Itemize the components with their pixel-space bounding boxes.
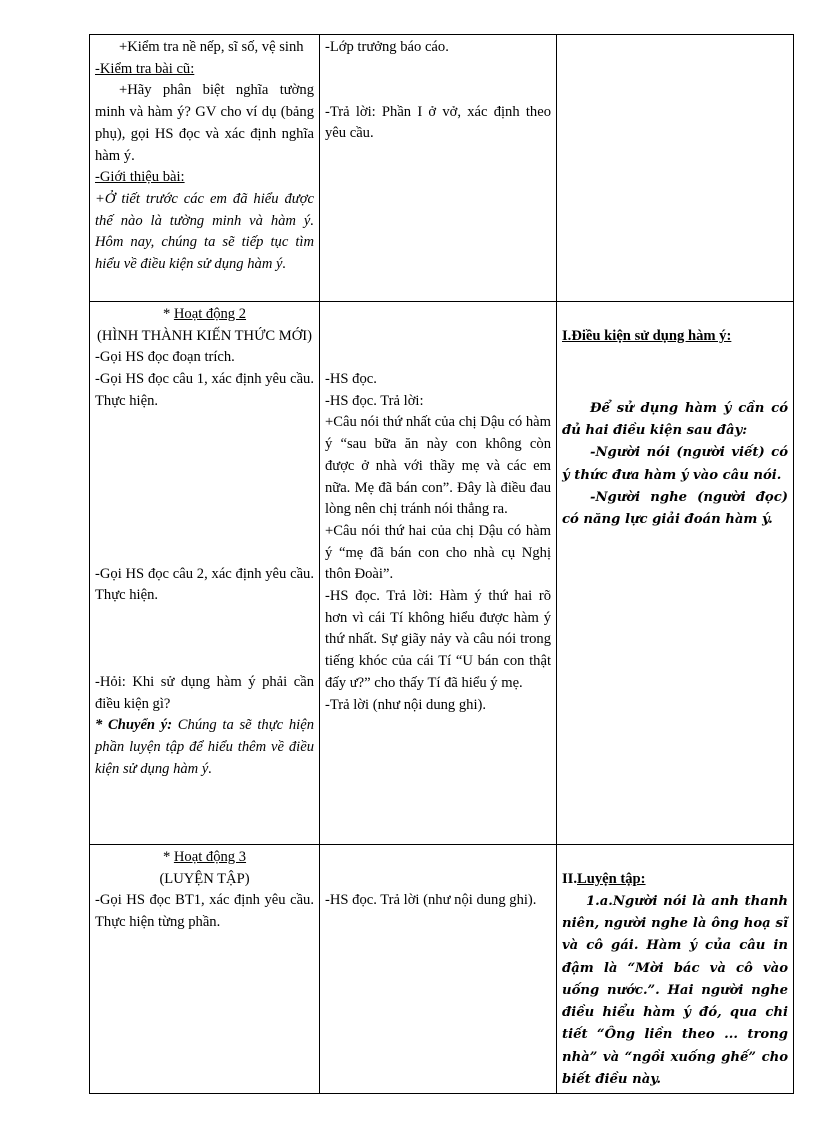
teacher-activity-cell — [90, 845, 320, 1094]
section-heading: II.Luyện tập: — [562, 871, 646, 887]
table-row — [90, 35, 794, 302]
student-activity-cell — [320, 35, 557, 302]
table-row — [90, 845, 794, 1094]
report-text: -Lớp trưởng báo cáo. — [325, 39, 449, 55]
content-cell — [557, 35, 794, 302]
answer-text: -HS đọc. — [325, 371, 377, 387]
transition-text: * Chuyển ý: Chúng ta sẽ thực hiện phần luyện tập để hiểu thêm về điều kiện sử dụng hàm ý. — [95, 717, 314, 777]
content-cell — [557, 302, 794, 845]
answer-text: -HS đọc. Trả lời (như nội dung ghi). — [325, 892, 537, 908]
answer-text: +Câu nói thứ nhất của chị Dậu có hàm ý “sau bữa ăn này con không còn được ở nhà với thầy mẹ và các em nữa. Mẹ đã bán con”. Đây là điều đau lòng nên chị tránh nói thẳng ra. — [325, 414, 551, 518]
table-row — [90, 302, 794, 845]
intro-text: +Ở tiết trước các em đã hiểu được thế nào là tường minh và hàm ý. Hôm nay, chúng ta sẽ tiếp tục tìm hiểu về điều kiện sử dụng hàm ý. — [95, 190, 314, 273]
task-text: -Gọi HS đọc đoạn trích. — [95, 349, 235, 366]
condition-intro: Để sử dụng hàm ý cần có đủ hai điều kiện sau đây: — [562, 400, 788, 438]
intro-heading: -Giới thiệu bài: — [95, 169, 185, 186]
condition-item: -Người nghe (người đọc) có năng lực giải đoán hàm ý. — [562, 489, 788, 528]
activity-title: * Hoạt động 3 — [162, 849, 247, 865]
activity-subtitle: (HÌNH THÀNH KIẾN THỨC MỚI) — [96, 327, 313, 344]
activity-2-label: Hoạt động 2 — [173, 306, 247, 322]
old-lesson-task: +Hãy phân biệt nghĩa tường minh và hàm ý? GV cho ví dụ (bảng phụ), gọi HS đọc và xác định nghĩa hàm ý. — [95, 82, 314, 164]
section-heading: I.Điều kiện sử dụng hàm ý: — [562, 328, 732, 344]
student-activity-cell — [320, 302, 557, 845]
check-attendance-text: +Kiểm tra nề nếp, sĩ số, vệ sinh — [119, 39, 304, 55]
teacher-activity-cell — [90, 302, 320, 845]
activity-title: * Hoạt động 2 — [162, 306, 247, 322]
answer-text: +Câu nói thứ hai của chị Dậu có hàm ý “mẹ đã bán con cho nhà cụ Nghị thôn Đoài”. — [325, 522, 551, 583]
task-text: -Hỏi: Khi sử dụng hàm ý phải cần điều kiện gì? — [95, 673, 314, 712]
answer-text: -Trả lời: Phần I ở vở, xác định theo yêu cầu. — [325, 103, 551, 142]
practice-heading: Luyện tập: — [577, 871, 646, 887]
student-activity-cell — [320, 845, 557, 1094]
content-cell — [557, 845, 794, 1094]
practice-item: 1.a.Người nói là anh thanh niên, người nghe là ông hoạ sĩ và cô gái. Hàm ý của câu in đậm là “Mời bác và cô vào uống nước.”. Hai người nghe điều hiểu hàm ý đó, qua chi tiết “Ông liền theo ... trong nhà” và “ngồi xuống ghế” cho biết điều này. — [562, 893, 788, 1088]
task-text: -Gọi HS đọc câu 2, xác định yêu cầu. Thực hiện. — [95, 565, 314, 604]
activity-3-label: Hoạt động 3 — [173, 849, 247, 865]
teacher-activity-cell — [90, 35, 320, 302]
answer-text: -HS đọc. Trả lời: — [325, 392, 424, 409]
lesson-plan-table — [89, 34, 794, 1094]
old-lesson-heading: -Kiểm tra bài cũ: — [95, 60, 195, 77]
answer-text: -HS đọc. Trả lời: Hàm ý thứ hai rõ hơn vì cái Tí không hiểu được hàm ý thứ nhất. Sự giãy nảy và câu nói trong tiếng khóc của cái Tí “U bán con thật đấy ư?” cho thấy Tí đã hiểu ý mẹ. — [325, 588, 551, 691]
task-text: -Gọi HS đọc câu 1, xác định yêu cầu. Thực hiện. — [95, 371, 314, 409]
transition-label: * Chuyển ý: — [95, 717, 173, 734]
activity-subtitle: (LUYỆN TẬP) — [159, 870, 250, 887]
condition-item: -Người nói (người viết) có ý thức đưa hàm ý vào câu nói. — [562, 445, 788, 483]
task-text: -Gọi HS đọc BT1, xác định yêu cầu. Thực hiện từng phần. — [95, 892, 314, 931]
answer-text: -Trả lời (như nội dung ghi). — [325, 696, 487, 713]
